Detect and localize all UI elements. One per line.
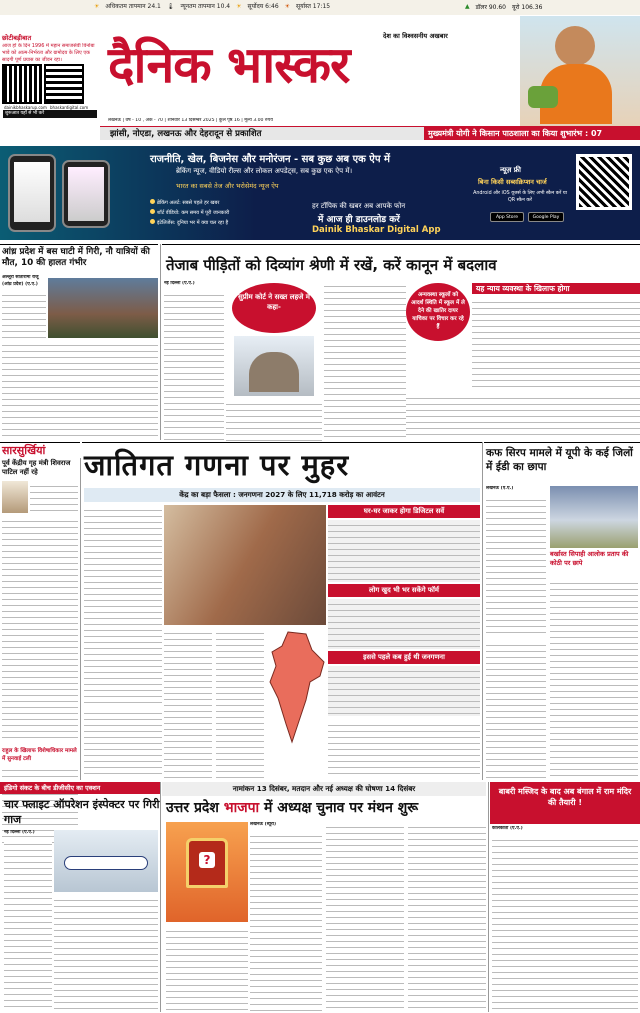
divider	[160, 782, 161, 1012]
section-tag: छोटीबड़ीबात	[2, 34, 32, 42]
ad-nocharge: बिना किसी सब्सक्रिप्शन चार्ज	[478, 178, 547, 186]
cough-body-1	[486, 495, 546, 635]
rahul-headline[interactable]: राहुल के खिलाफ विशेषाधिकार मामले में सुनवाई टली	[2, 748, 77, 762]
ad-qr-code[interactable]	[576, 154, 632, 210]
caste-box3-head: इससे पहले कब हुई थी जनगणना	[328, 651, 480, 664]
babri-body	[492, 835, 638, 1011]
sunrise-time: सूर्योदय 6:46	[247, 3, 279, 10]
sunset-icon: ☀	[284, 3, 291, 10]
caste-box2-head: लोग खुद भी भर सकेंगे फॉर्म	[328, 584, 480, 597]
caste-box1-body	[328, 520, 480, 582]
ad-headline: राजनीति, खेल, बिजनेस और मनोरंजन - सब कुछ अब एक ऐप में	[150, 154, 390, 165]
airplane-photo	[54, 830, 158, 892]
ad-app-name[interactable]: Dainik Bhaskar Digital App	[312, 225, 441, 235]
masthead-title: दैनिक भास्कर	[108, 35, 350, 94]
caste-body-5	[328, 720, 480, 778]
question-icon: ?	[199, 852, 215, 868]
bjp-headline[interactable]: उत्तर प्रदेश भाजपा में अध्यक्ष चुनाव पर मंथन शुरू	[166, 800, 419, 816]
divider	[80, 458, 81, 780]
chair-illustration	[166, 822, 248, 922]
euro-rate: यूरो 106.36	[512, 4, 543, 11]
divider	[482, 442, 483, 780]
thermometer-icon: 🌡	[166, 3, 175, 10]
site-link-1[interactable]: dainikbhaskarup.com	[4, 105, 47, 110]
ad-bullets: ब्रेकिंग अलर्ट: सबसे पहले हर खबर शॉर्ट वीडियो: कम समय में पूरी जानकारी इंटेलिजेंस: दुनिया भर में क्या चल रहा है	[150, 198, 229, 228]
sarsurkhiyan-label: सारसुर्खियां	[2, 444, 46, 457]
bjp-body-1	[250, 831, 322, 1011]
phone-mockup	[8, 154, 56, 232]
min-temp: न्यूनतम तापमान 10.4	[180, 3, 231, 10]
bjp-body-3	[326, 822, 404, 1012]
dollar-rate: डॉलर 90.60	[475, 4, 506, 11]
caste-body-3	[216, 628, 264, 778]
app-ad[interactable]	[0, 146, 640, 240]
cm-photo	[520, 16, 640, 126]
site-link-2[interactable]: bhaskardigital.com	[50, 105, 89, 110]
indigo-label: इंडिगो संकट के बीच डीजीसीए का एक्शन	[0, 782, 160, 794]
cough-headline[interactable]: कफ सिरप मामले में यूपी के कई जिलों में ईडी का छापा	[486, 447, 633, 473]
divider	[488, 782, 489, 1012]
court-quote: सुप्रीम कोर्ट ने सख्त लहजे में कहा-	[232, 283, 316, 333]
ad-free: न्यूज़ फ्री	[500, 166, 521, 174]
acid-body-4	[406, 393, 640, 439]
acid-headline[interactable]: तेजाब पीड़ितों को दिव्यांग श्रेणी में रखें, करें कानून में बदलाव	[166, 256, 497, 274]
acid-body-1	[164, 290, 224, 440]
cm-headline[interactable]: मुख्यमंत्री योगी ने किसान पाठशाला का किया शुभारंभ : 07	[424, 127, 640, 140]
babri-dateline: कोलकाता (ए.ए.)	[492, 826, 523, 831]
sun-icon: ☀	[94, 3, 100, 10]
caste-body-2	[164, 628, 212, 778]
bjp-dateline: लखनऊ (ब्यूरो)	[250, 822, 277, 827]
acid-side-body	[472, 297, 640, 391]
indigo-body-1	[4, 839, 52, 1009]
indigo-dateline: नई दिल्ली (ए.ए.)	[4, 830, 35, 835]
acid-body-2	[226, 399, 322, 441]
patil-body-2	[2, 516, 78, 740]
bjp-kicker: नामांकन 13 दिसंबर, मतदान और नई अध्यक्ष की घोषणा 14 दिसंबर	[162, 782, 486, 796]
qr-code-2[interactable]	[46, 66, 82, 102]
ad-sub: ब्रेकिंग न्यूज, वीडियो रील्स और लोकल अपडेट्स, सब कुछ एक ऐप में।	[176, 167, 353, 175]
play-store-button[interactable]: Google Play	[528, 212, 564, 222]
weather-strip	[94, 3, 454, 11]
bullet-icon	[150, 199, 155, 204]
census-photo	[164, 505, 326, 625]
max-temp: अधिकतम तापमान 24.1	[105, 3, 161, 10]
divider	[160, 244, 161, 440]
phone-mockup-2	[62, 160, 110, 228]
ad-trust: भारत का सबसे तेज और भरोसेमंद न्यूज ऐप	[176, 182, 279, 190]
indigo-headline[interactable]: चार फ्लाइट ऑपरेशन इंस्पेक्टर पर गिरी गाज	[4, 798, 160, 826]
sunrise-icon: ☀	[236, 3, 242, 10]
edition-bar	[100, 126, 640, 140]
chart-icon: ▲	[465, 3, 470, 10]
patil-headline[interactable]: पूर्व केंद्रीय गृह मंत्री शिवराज पाटिल नहीं रहे	[2, 459, 71, 476]
caste-headline[interactable]: जातिगत गणना पर मुहर	[84, 448, 350, 482]
caste-body-4	[84, 708, 162, 778]
ad-download-2: में आज ही डाउनलोड करें	[318, 215, 400, 225]
qr-caption: शुरूआत यहाँ से भी करें	[3, 110, 97, 118]
ed-raid-photo	[550, 486, 638, 548]
acid-dateline: नई दिल्ली (ए.ए.)	[164, 281, 195, 286]
bjp-body-4	[408, 822, 486, 1012]
bus-accident-photo	[48, 278, 158, 338]
acid-body-3	[324, 281, 406, 441]
bjp-body-2	[166, 926, 248, 1012]
cough-side-body	[550, 578, 638, 778]
andhra-body-2	[2, 340, 158, 438]
cough-dateline: लखनऊ (ए.ए.)	[486, 486, 514, 491]
intro-text: आज हो के दिन 1996 में महान समाजसेवी विनोबा भावे को आत्म-निर्भरता और ग्रामोदय के लिए एक सादगी पूर्ण प्रयास का जीवन रहा।	[2, 43, 95, 63]
cough-side-head[interactable]: बर्खास्त सिपाही आलोक प्रताप की कोठी पर छापे	[550, 550, 629, 567]
bullet-icon	[150, 209, 155, 214]
caste-strap: केंद्र का बड़ा फैसला : जनगणना 2027 के लिए 11,718 करोड़ का आवंटन	[84, 488, 480, 502]
ad-download-1: हर टॉपिक की खबर अब आपके फोन	[312, 202, 406, 210]
acid-side-head: यह न्याय व्यवस्था के खिलाफ होगा	[472, 283, 640, 294]
indigo-body-2	[54, 895, 158, 1010]
india-map	[266, 628, 328, 748]
caste-body-1	[84, 505, 162, 705]
currency-strip	[465, 3, 542, 11]
editions: झांसी, नोएडा, लखनऊ और देहरादून से प्रकाशित	[110, 129, 262, 139]
qr-code-1[interactable]	[4, 66, 40, 102]
caste-box2-body	[328, 599, 480, 649]
andhra-story	[0, 244, 158, 271]
patil-body	[30, 481, 78, 514]
patil-photo	[2, 481, 28, 513]
babri-headline[interactable]: बाबरी मस्जिद के बाद अब बंगाल में राम मंदिर की तैयारी !	[490, 782, 640, 824]
andhra-headline[interactable]: आंध्र प्रदेश में बस घाटी में गिरी, नौ यात्रियों की मौत, 10 की हालत गंभीर	[2, 247, 150, 268]
andhra-dateline: अल्लूरी सीतारामा राजू (आंध्र प्रदेश) (ए.ए.)	[2, 275, 39, 287]
bullet-icon	[150, 219, 155, 224]
app-store-button[interactable]: App Store	[490, 212, 524, 222]
sunset-time: सूर्यास्त 17:15	[296, 3, 331, 10]
india-map-icon	[266, 628, 328, 748]
cough-body-2	[486, 640, 546, 778]
caste-box3-body	[328, 666, 480, 716]
caste-box1-head: घर-घर जाकर होगा डिजिटल सर्वे	[328, 505, 480, 518]
acid-story	[162, 244, 640, 281]
ad-scan: Android और iOS यूजर्स के लिए अभी स्कैन करें या QR स्कैन करें	[473, 191, 567, 203]
masthead-tagline: देश का विश्वसनीय अखबार	[383, 32, 448, 40]
acid-box: अन्यवस्था स्कूलों को आदर्श स्थिति में स्कूल में ले देने की खातिर दायर याचिका पर विचार कर रहे हैं	[406, 283, 470, 341]
supreme-court-photo	[234, 336, 314, 396]
masthead-meta: लखनऊ | वर्ष - 10 , अंक - 70 | शनिवार 13 दिसम्बर 2025 | कुल पृष्ठ 16 | मूल्य 3.00 रुपये	[108, 118, 273, 123]
